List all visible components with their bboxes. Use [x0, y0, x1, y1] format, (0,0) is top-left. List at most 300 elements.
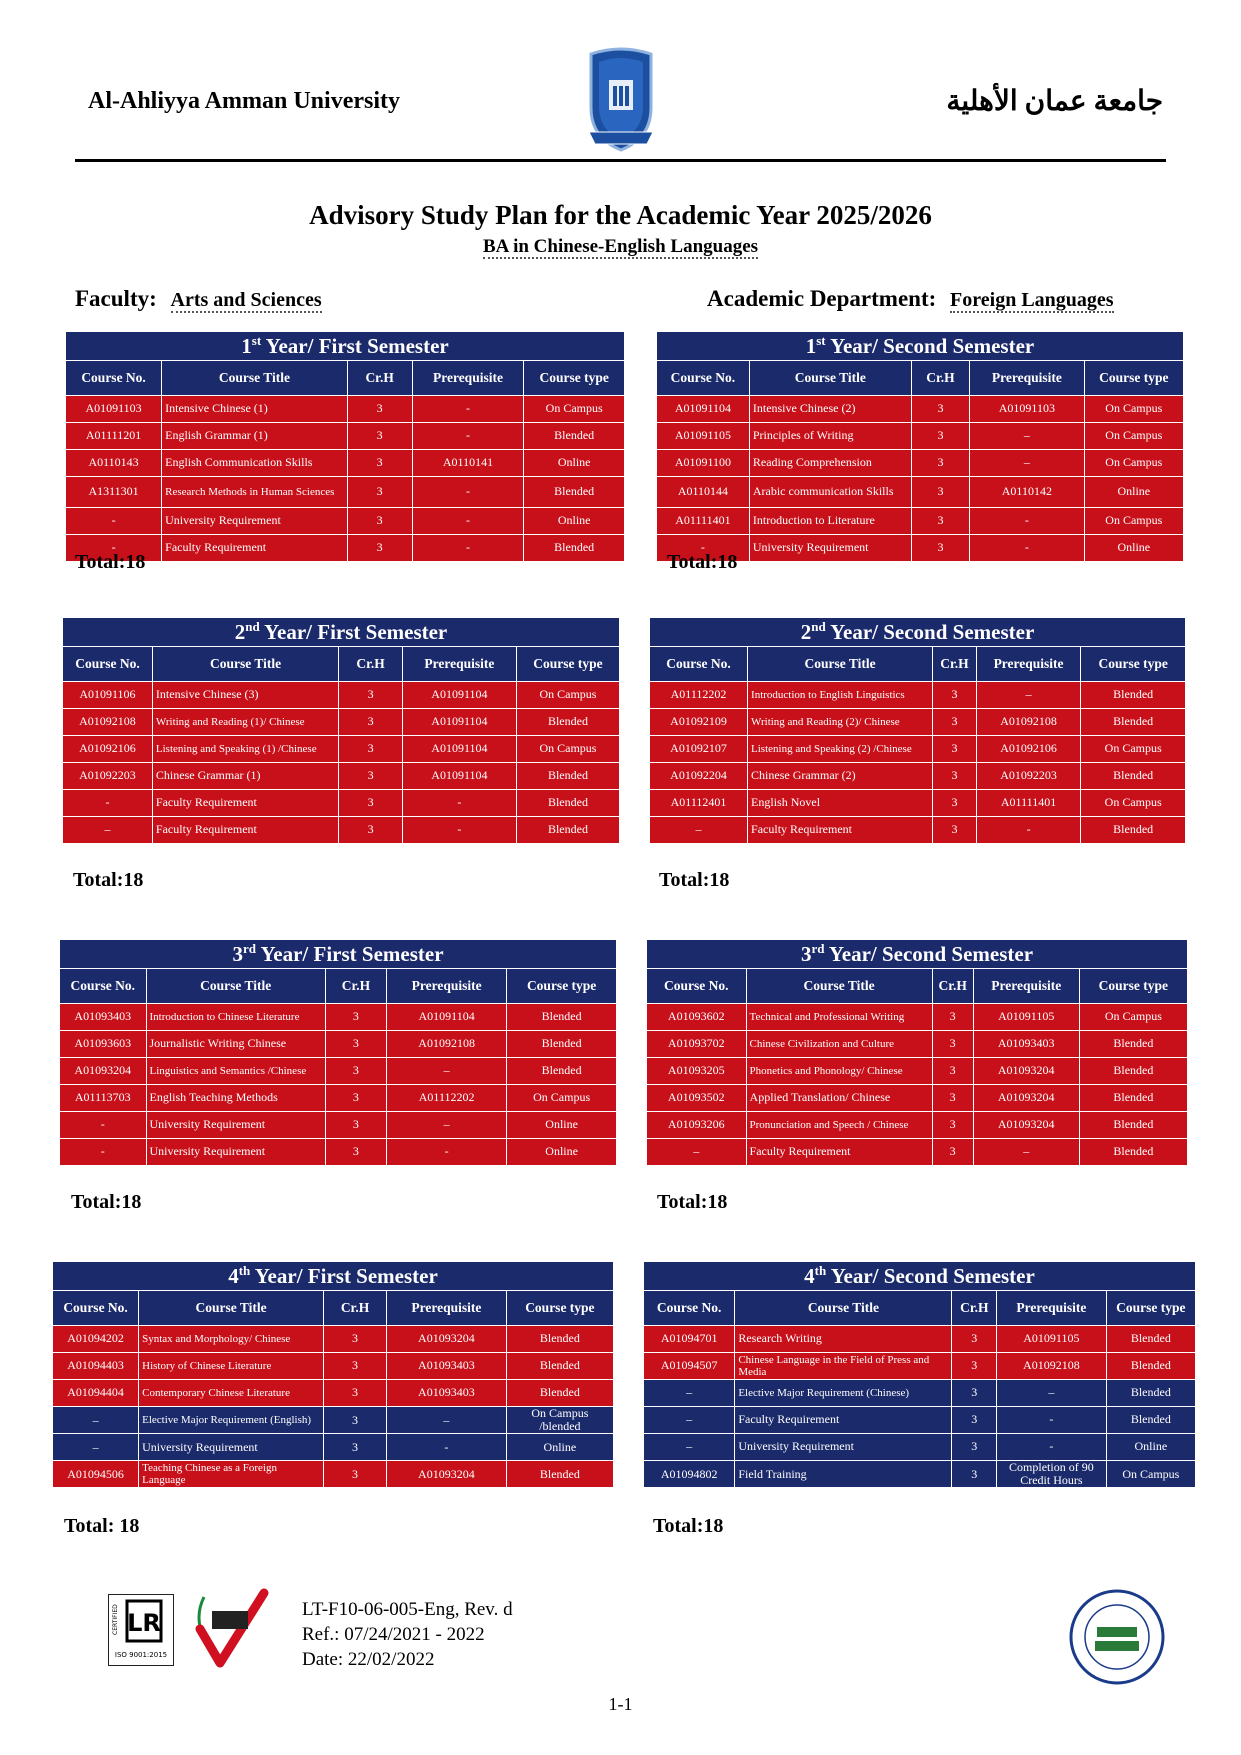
table-row	[644, 1353, 1196, 1380]
course-no-cell: A01094802	[644, 1461, 735, 1488]
course-type-cell: Blended	[1081, 709, 1186, 736]
course-no-cell: A01093603	[60, 1031, 147, 1058]
credit-hours-cell: 3	[347, 477, 412, 508]
column-header-course-title: Course Title	[748, 647, 933, 682]
column-header-prerequisite: Prerequisite	[387, 969, 507, 1004]
course-title-cell: Syntax and Morphology/ Chinese	[139, 1326, 324, 1353]
prerequisite-cell: -	[412, 423, 524, 450]
course-type-cell: Blended	[1081, 817, 1186, 844]
svg-text:CERTIFIED: CERTIFIED	[112, 1604, 119, 1635]
column-header-course-title: Course Title	[735, 1291, 952, 1326]
course-type-cell: Blended	[1106, 1326, 1195, 1353]
prerequisite-cell: A01093204	[973, 1112, 1079, 1139]
credit-hours-cell: 3	[933, 790, 977, 817]
course-title-cell: English Grammar (1)	[162, 423, 348, 450]
faculty-value: Arts and Sciences	[170, 289, 322, 311]
prerequisite-cell: –	[997, 1380, 1107, 1407]
semester-title	[66, 332, 625, 361]
column-header-prerequisite: Prerequisite	[387, 1291, 507, 1326]
prerequisite-cell: -	[402, 817, 516, 844]
semester-total: Total:18	[657, 1191, 728, 1213]
table-row	[657, 423, 1184, 450]
table-row	[60, 1112, 617, 1139]
course-type-cell: On Campus	[1081, 736, 1186, 763]
table-row	[66, 477, 625, 508]
course-no-cell: -	[66, 535, 162, 562]
course-title-cell: Contemporary Chinese Literature	[139, 1380, 324, 1407]
table-row	[647, 1058, 1188, 1085]
column-header-prerequisite: Prerequisite	[970, 361, 1084, 396]
prerequisite-cell: -	[387, 1139, 507, 1166]
column-header-course-no: Course No.	[650, 647, 748, 682]
prerequisite-cell: –	[973, 1139, 1079, 1166]
course-type-cell: Online	[506, 1434, 613, 1461]
course-no-cell: A01111401	[657, 508, 750, 535]
course-title-cell: Research Writing	[735, 1326, 952, 1353]
semester-total: Total:18	[73, 869, 144, 891]
prerequisite-cell: A01112202	[387, 1085, 507, 1112]
course-type-cell: On Campus	[1084, 396, 1183, 423]
credit-hours-cell: 3	[325, 1058, 386, 1085]
program-name: BA in Chinese-English Languages	[482, 236, 759, 257]
course-type-cell: Blended	[1079, 1139, 1187, 1166]
table-row	[63, 709, 620, 736]
table-row	[644, 1434, 1196, 1461]
table-row	[650, 709, 1186, 736]
faculty-label: Faculty:	[75, 286, 157, 311]
credit-hours-cell: 3	[952, 1434, 997, 1461]
column-header-crh: Cr.H	[933, 647, 977, 682]
table-row	[657, 508, 1184, 535]
column-header-course-title: Course Title	[162, 361, 348, 396]
semester-label: Year/ First Semester	[250, 1263, 438, 1288]
prerequisite-cell: A01093403	[973, 1031, 1079, 1058]
course-no-cell: A0110144	[657, 477, 750, 508]
course-title-cell: Technical and Professional Writing	[746, 1004, 932, 1031]
credit-hours-cell: 3	[952, 1353, 997, 1380]
course-type-cell: Blended	[1081, 682, 1186, 709]
prerequisite-cell: –	[387, 1112, 507, 1139]
column-header-prerequisite: Prerequisite	[402, 647, 516, 682]
table-row	[650, 736, 1186, 763]
column-header-crh: Cr.H	[347, 361, 412, 396]
course-title-cell: University Requirement	[749, 535, 911, 562]
course-no-cell: -	[657, 535, 750, 562]
course-title-cell: English Teaching Methods	[146, 1085, 325, 1112]
course-no-cell: A01092204	[650, 763, 748, 790]
course-no-cell: A01113703	[60, 1085, 147, 1112]
credit-hours-cell: 3	[339, 817, 403, 844]
course-title-cell: Intensive Chinese (1)	[162, 396, 348, 423]
course-type-cell: Online	[524, 450, 625, 477]
ref-date: Date: 22/02/2022	[302, 1649, 435, 1670]
course-type-cell: Blended	[516, 709, 619, 736]
prerequisite-cell: A01092108	[997, 1353, 1107, 1380]
course-type-cell: Blended	[507, 1004, 617, 1031]
semester-label: Year/ First Semester	[261, 333, 449, 358]
course-title-cell: Pronunciation and Speech / Chinese	[746, 1112, 932, 1139]
table-row	[650, 763, 1186, 790]
semester-title	[53, 1262, 614, 1291]
year-ordinal: st	[816, 332, 826, 348]
table-row	[60, 1139, 617, 1166]
semester-label: Year/ First Semester	[259, 619, 448, 644]
course-no-cell: A01091100	[657, 450, 750, 477]
course-type-cell: Online	[507, 1139, 617, 1166]
course-no-cell: A01112202	[650, 682, 748, 709]
credit-hours-cell: 3	[911, 450, 969, 477]
course-type-cell: On Campus	[516, 682, 619, 709]
course-title-cell: Research Methods in Human Sciences	[162, 477, 348, 508]
credit-hours-cell: 3	[347, 450, 412, 477]
column-header-course-type: Course type	[507, 969, 617, 1004]
prerequisite-cell: A01091105	[997, 1326, 1107, 1353]
prerequisite-cell: A0110142	[970, 477, 1084, 508]
table-row	[647, 1085, 1188, 1112]
course-type-cell: Blended	[516, 817, 619, 844]
semester-table	[656, 331, 1184, 562]
table-row	[66, 396, 625, 423]
course-no-cell: –	[644, 1434, 735, 1461]
course-no-cell: A01094506	[53, 1461, 139, 1488]
credit-hours-cell: 3	[932, 1112, 973, 1139]
course-title-cell: University Requirement	[146, 1139, 325, 1166]
credit-hours-cell: 3	[347, 535, 412, 562]
credit-hours-cell: 3	[339, 736, 403, 763]
credit-hours-cell: 3	[325, 1085, 386, 1112]
prerequisite-cell: -	[412, 508, 524, 535]
credit-hours-cell: 3	[952, 1380, 997, 1407]
prerequisite-cell: –	[970, 450, 1084, 477]
year-number: 4	[228, 1263, 239, 1288]
credit-hours-cell: 3	[339, 763, 403, 790]
year-ordinal: nd	[245, 618, 260, 634]
course-type-cell: Blended	[1106, 1353, 1195, 1380]
column-header-course-no: Course No.	[63, 647, 153, 682]
column-header-course-no: Course No.	[66, 361, 162, 396]
course-no-cell: A01111201	[66, 423, 162, 450]
credit-hours-cell: 3	[932, 1004, 973, 1031]
credit-hours-cell: 3	[324, 1326, 387, 1353]
course-title-cell: Faculty Requirement	[162, 535, 348, 562]
department-label: Academic Department:	[707, 286, 937, 311]
course-type-cell: On Campus	[1079, 1004, 1187, 1031]
course-type-cell: On Campus	[507, 1085, 617, 1112]
iso-certification-badge	[108, 1594, 174, 1666]
credit-hours-cell: 3	[324, 1353, 387, 1380]
course-title-cell: Elective Major Requirement (Chinese)	[735, 1380, 952, 1407]
course-no-cell: A01094701	[644, 1326, 735, 1353]
column-header-course-title: Course Title	[746, 969, 932, 1004]
column-header-course-type: Course type	[524, 361, 625, 396]
prerequisite-cell: A01093204	[387, 1326, 507, 1353]
course-type-cell: Online	[1084, 477, 1183, 508]
course-type-cell: Blended	[507, 1058, 617, 1085]
course-no-cell: A0110143	[66, 450, 162, 477]
course-no-cell: A01091106	[63, 682, 153, 709]
column-header-course-type: Course type	[1079, 969, 1187, 1004]
credit-hours-cell: 3	[911, 396, 969, 423]
course-title-cell: University Requirement	[162, 508, 348, 535]
course-type-cell: Blended	[516, 790, 619, 817]
year-number: 1	[241, 333, 252, 358]
semester-table	[59, 939, 617, 1166]
table-row	[60, 1031, 617, 1058]
table-row	[60, 1058, 617, 1085]
credit-hours-cell: 3	[324, 1407, 387, 1434]
column-header-course-type: Course type	[506, 1291, 613, 1326]
prerequisite-cell: -	[412, 396, 524, 423]
course-title-cell: Chinese Civilization and Culture	[746, 1031, 932, 1058]
course-no-cell: A01094403	[53, 1353, 139, 1380]
page-title: Advisory Study Plan for the Academic Year 2025/2026	[309, 200, 932, 230]
credit-hours-cell: 3	[324, 1434, 387, 1461]
course-no-cell: A01092203	[63, 763, 153, 790]
credit-hours-cell: 3	[911, 423, 969, 450]
column-header-course-no: Course No.	[644, 1291, 735, 1326]
prerequisite-cell: -	[997, 1407, 1107, 1434]
column-header-crh: Cr.H	[325, 969, 386, 1004]
course-no-cell: –	[647, 1139, 747, 1166]
column-header-course-title: Course Title	[749, 361, 911, 396]
course-type-cell: Blended	[1079, 1058, 1187, 1085]
course-title-cell: Faculty Requirement	[152, 817, 338, 844]
svg-text:LR: LR	[127, 1609, 161, 1637]
semester-label: Year/ Second Semester	[824, 941, 1034, 966]
semester-total: Total:18	[71, 1191, 142, 1213]
credit-hours-cell: 3	[911, 508, 969, 535]
table-row	[647, 1031, 1188, 1058]
prerequisite-cell: –	[387, 1058, 507, 1085]
course-type-cell: Online	[1084, 535, 1183, 562]
credit-hours-cell: 3	[339, 682, 403, 709]
faculty-line	[75, 286, 322, 312]
course-type-cell: Online	[524, 508, 625, 535]
column-header-crh: Cr.H	[932, 969, 973, 1004]
semester-label: Year/ Second Semester	[825, 619, 1035, 644]
prerequisite-cell: A01093403	[387, 1353, 507, 1380]
course-title-cell: Arabic communication Skills	[749, 477, 911, 508]
course-type-cell: Blended	[524, 535, 625, 562]
course-type-cell: On Campus /blended	[506, 1407, 613, 1434]
credit-hours-cell: 3	[932, 1031, 973, 1058]
credit-hours-cell: 3	[932, 1085, 973, 1112]
prerequisite-cell: –	[976, 682, 1081, 709]
course-type-cell: On Campus	[524, 396, 625, 423]
university-name-ar: جامعة عمان الأهلية	[946, 86, 1163, 117]
credit-hours-cell: 3	[339, 709, 403, 736]
course-title-cell: Faculty Requirement	[152, 790, 338, 817]
course-no-cell: A01112401	[650, 790, 748, 817]
course-no-cell: -	[66, 508, 162, 535]
course-no-cell: A01094507	[644, 1353, 735, 1380]
table-row	[644, 1380, 1196, 1407]
column-header-crh: Cr.H	[339, 647, 403, 682]
course-no-cell: A01093403	[60, 1004, 147, 1031]
semester-label: Year/ Second Semester	[826, 1263, 1035, 1288]
course-no-cell: –	[644, 1380, 735, 1407]
table-row	[63, 790, 620, 817]
course-no-cell: A01092108	[63, 709, 153, 736]
table-row	[644, 1407, 1196, 1434]
course-no-cell: A01093702	[647, 1031, 747, 1058]
prerequisite-cell: –	[970, 423, 1084, 450]
table-row	[60, 1004, 617, 1031]
course-type-cell: Blended	[1106, 1407, 1195, 1434]
table-row	[647, 1139, 1188, 1166]
table-row	[647, 1112, 1188, 1139]
column-header-course-no: Course No.	[657, 361, 750, 396]
course-title-cell: English Communication Skills	[162, 450, 348, 477]
semester-table	[52, 1261, 614, 1488]
semester-title	[60, 940, 617, 969]
iso-text: ISO 9001:2015	[114, 1651, 168, 1659]
table-row	[53, 1353, 614, 1380]
semester-table	[65, 331, 625, 562]
credit-hours-cell: 3	[932, 1058, 973, 1085]
credit-hours-cell: 3	[324, 1461, 387, 1488]
prerequisite-cell: A01091105	[973, 1004, 1079, 1031]
table-row	[63, 817, 620, 844]
course-title-cell: Introduction to English Linguistics	[748, 682, 933, 709]
course-type-cell: Blended	[516, 763, 619, 790]
course-title-cell: Writing and Reading (2)/ Chinese	[748, 709, 933, 736]
table-row	[63, 682, 620, 709]
year-number: 2	[800, 619, 812, 644]
prerequisite-cell: A01093403	[387, 1380, 507, 1407]
prerequisite-cell: –	[387, 1407, 507, 1434]
prerequisite-cell: Completion of 90 Credit Hours	[997, 1461, 1107, 1488]
prerequisite-cell: A01093204	[387, 1461, 507, 1488]
year-ordinal: rd	[242, 940, 256, 956]
course-type-cell: Blended	[506, 1326, 613, 1353]
column-header-prerequisite: Prerequisite	[997, 1291, 1107, 1326]
credit-hours-cell: 3	[952, 1461, 997, 1488]
prerequisite-cell: -	[997, 1434, 1107, 1461]
course-type-cell: On Campus	[1084, 450, 1183, 477]
semester-title	[644, 1262, 1196, 1291]
year-number: 4	[804, 1263, 815, 1288]
course-type-cell: Blended	[1081, 763, 1186, 790]
course-no-cell: -	[60, 1112, 147, 1139]
table-row	[644, 1461, 1196, 1488]
ref-number: Ref.: 07/24/2021 - 2022	[302, 1624, 485, 1645]
course-title-cell: Teaching Chinese as a Foreign Language	[139, 1461, 324, 1488]
year-number: 3	[232, 941, 243, 966]
course-title-cell: Chinese Grammar (1)	[152, 763, 338, 790]
program-subtitle	[0, 236, 1241, 258]
table-row	[647, 1004, 1188, 1031]
credit-hours-cell: 3	[325, 1031, 386, 1058]
table-row	[650, 682, 1186, 709]
credit-hours-cell: 3	[347, 508, 412, 535]
prerequisite-cell: A01091104	[402, 763, 516, 790]
table-row	[63, 763, 620, 790]
course-no-cell: A01093205	[647, 1058, 747, 1085]
semester-total: Total:18	[659, 869, 730, 891]
course-type-cell: Online	[507, 1112, 617, 1139]
credit-hours-cell: 3	[339, 790, 403, 817]
course-title-cell: History of Chinese Literature	[139, 1353, 324, 1380]
course-title-cell: Elective Major Requirement (English)	[139, 1407, 324, 1434]
department-line	[707, 286, 1114, 312]
year-number: 3	[800, 941, 812, 966]
course-title-cell: Reading Comprehension	[749, 450, 911, 477]
course-no-cell: –	[644, 1407, 735, 1434]
course-no-cell: A01093602	[647, 1004, 747, 1031]
table-row	[66, 423, 625, 450]
quality-mark-icon	[190, 1587, 270, 1671]
column-header-course-no: Course No.	[647, 969, 747, 1004]
course-title-cell: Faculty Requirement	[735, 1407, 952, 1434]
table-row	[63, 736, 620, 763]
course-title-cell: Faculty Requirement	[746, 1139, 932, 1166]
course-no-cell: –	[53, 1434, 139, 1461]
course-type-cell: Blended	[524, 477, 625, 508]
prerequisite-cell: -	[402, 790, 516, 817]
course-type-cell: Online	[1106, 1434, 1195, 1461]
prerequisite-cell: A0110141	[412, 450, 524, 477]
credit-hours-cell: 3	[347, 423, 412, 450]
course-title-cell: Writing and Reading (1)/ Chinese	[152, 709, 338, 736]
course-no-cell: A01094202	[53, 1326, 139, 1353]
column-header-course-title: Course Title	[139, 1291, 324, 1326]
credit-hours-cell: 3	[933, 682, 977, 709]
course-title-cell: University Requirement	[735, 1434, 952, 1461]
prerequisite-cell: -	[387, 1434, 507, 1461]
table-row	[53, 1326, 614, 1353]
semester-table	[646, 939, 1188, 1166]
course-no-cell: –	[650, 817, 748, 844]
credit-hours-cell: 3	[324, 1380, 387, 1407]
column-header-crh: Cr.H	[911, 361, 969, 396]
course-title-cell: Listening and Speaking (2) /Chinese	[748, 736, 933, 763]
table-row	[657, 396, 1184, 423]
semester-title	[647, 940, 1188, 969]
year-number: 1	[805, 333, 817, 358]
table-row	[60, 1085, 617, 1112]
table-row	[53, 1461, 614, 1488]
credit-hours-cell: 3	[952, 1407, 997, 1434]
prerequisite-cell: A01093204	[973, 1058, 1079, 1085]
course-type-cell: Blended	[524, 423, 625, 450]
semester-total: Total:18	[667, 551, 738, 573]
university-logo-icon	[585, 46, 657, 158]
semester-total: Total:18	[75, 551, 146, 573]
prerequisite-cell: A01091103	[970, 396, 1084, 423]
course-type-cell: Blended	[1079, 1085, 1187, 1112]
credit-hours-cell: 3	[325, 1139, 386, 1166]
prerequisite-cell: A01092106	[976, 736, 1081, 763]
course-type-cell: Blended	[1079, 1112, 1187, 1139]
table-row	[66, 508, 625, 535]
credit-hours-cell: 3	[933, 763, 977, 790]
course-title-cell: Chinese Grammar (2)	[748, 763, 933, 790]
year-ordinal: st	[251, 332, 262, 348]
course-no-cell: A01092106	[63, 736, 153, 763]
course-no-cell: A01091105	[657, 423, 750, 450]
prerequisite-cell: A01091104	[387, 1004, 507, 1031]
course-no-cell: A01092109	[650, 709, 748, 736]
semester-title	[650, 618, 1186, 647]
course-type-cell: On Campus	[516, 736, 619, 763]
semester-title	[63, 618, 620, 647]
table-row	[650, 790, 1186, 817]
course-no-cell: -	[63, 790, 153, 817]
course-type-cell: Blended	[1106, 1380, 1195, 1407]
year-number: 2	[234, 619, 246, 644]
course-title-cell: Linguistics and Semantics /Chinese	[146, 1058, 325, 1085]
